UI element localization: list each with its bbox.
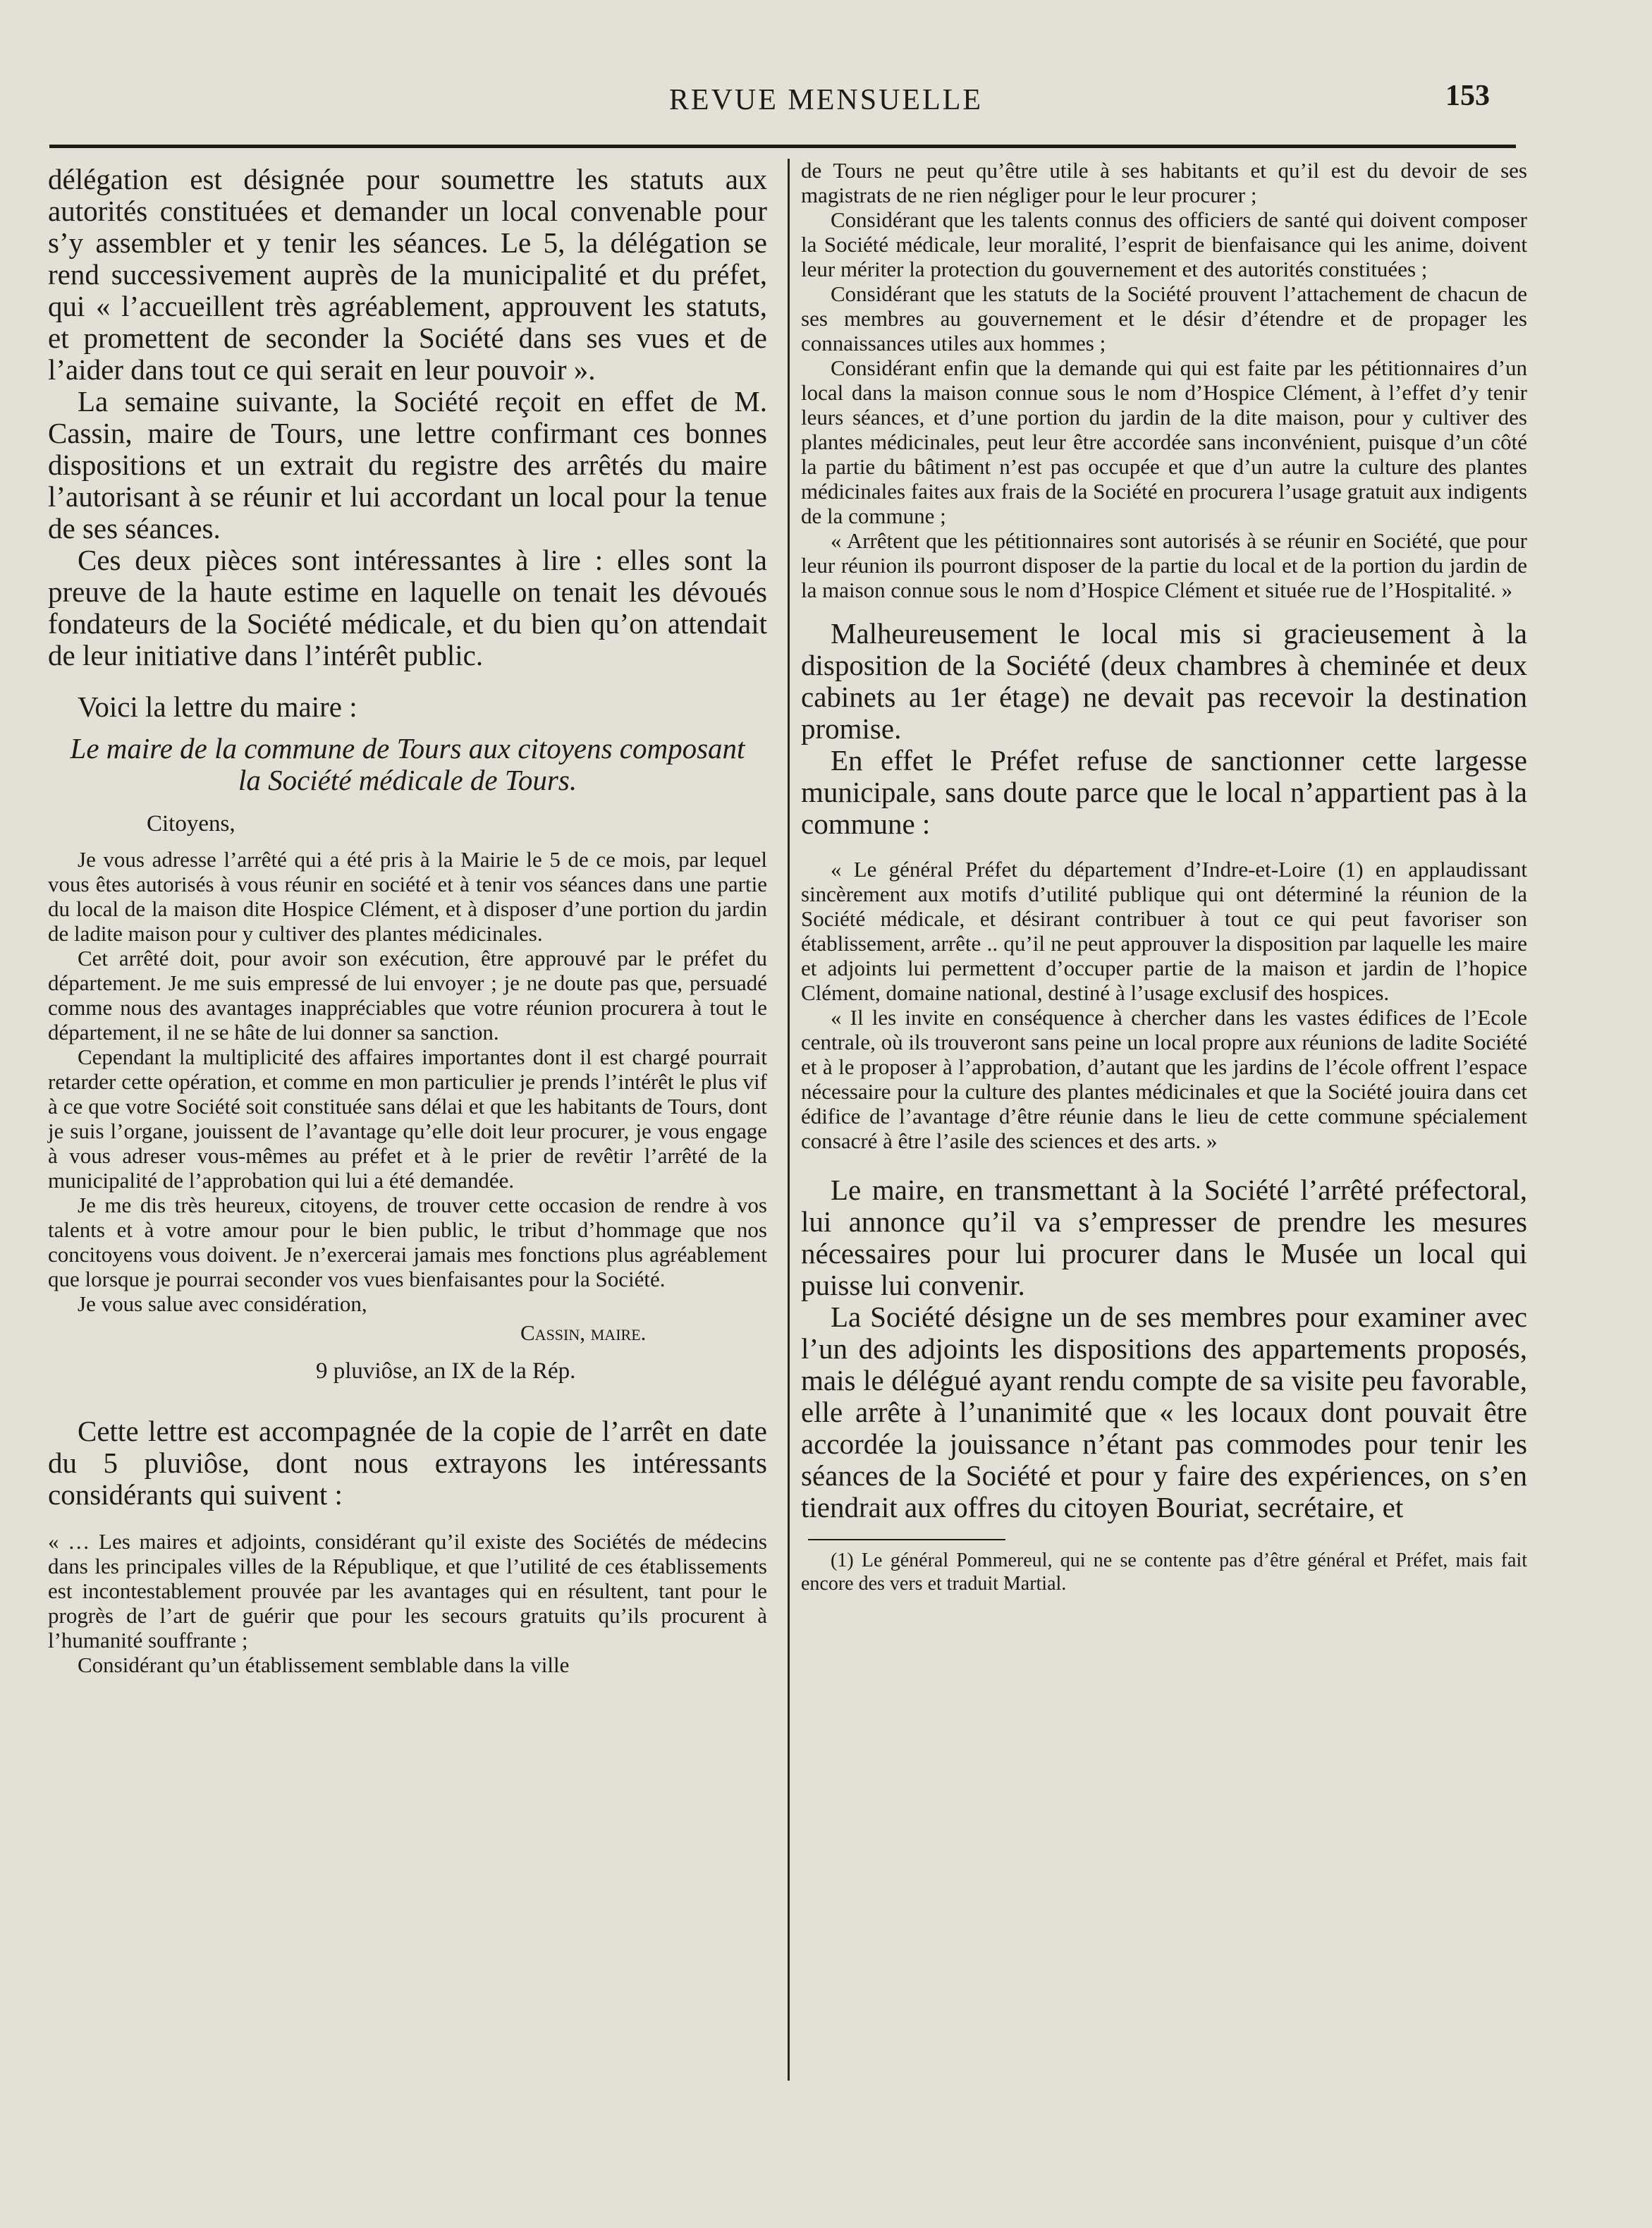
letter-paragraph: Je me dis très heureux, citoyens, de trouver cette occasion de rendre à vos talents et à votre amour pour le bien public, le tribut d’hommage que nos concitoyens vous doivent. Je n’exercerai jamais mes fonctions plus agréablement que lorsque je pourrai seconder vos vues bienfaisantes pour la Société.: [48, 1193, 767, 1291]
footnote-rule: [808, 1539, 1005, 1540]
quote-paragraph: Considérant que les statuts de la Société prouvent l’attachement de chacun de ses membres au gouvernement et le désir d’étendre et de propager les connaissances utiles aux hommes ;: [801, 281, 1527, 355]
letter-paragraph: Cet arrêté doit, pour avoir son exécution, être approuvé par le préfet du département. Je me suis empressé de lui envoyer ; je ne doute pas que, persuadé comme nous des avantages inappréciables que votre réunion procurera à tout le département, il ne se hâte de lui donner sa sanction.: [48, 946, 767, 1045]
letter-paragraph: Je vous adresse l’arrêté qui a été pris à la Mairie le 5 de ce mois, par lequel vous êtes autorisés à vous réunir en société et à tenir vos séances dans une partie du local de la maison dite Hospice Clément, et à disposer d’une portion du jardin de ladite maison pour y cultiver des plantes médicinales.: [48, 847, 767, 946]
quote-paragraph: « Le général Préfet du département d’Indre-et-Loire (1) en applaudissant sincèrement aux motifs d’utilité publique qui ont déterminé la réunion de la Société médicale, et désirant contribuer à tout ce qui peut favoriser son établissement, arrête .. qu’il ne peut approuver la disposition par laquelle les maire et adjoints lui permettent d’occuper partie de la maison et jardin de l’hopice Clément, domaine national, destiné à l’usage exclusif des hospices.: [801, 857, 1527, 1005]
footnote: (1) Le général Pommereul, qui ne se contente pas d’être général et Préfet, mais fait encore des vers et traduit Martial.: [801, 1550, 1527, 1595]
quote-paragraph: « Arrêtent que les pétitionnaires sont autorisés à se réunir en Société, que pour leur réunion ils pourront disposer de la partie du local et de la portion du jardin de la maison connue sous le nom d’Hospice Clément et située rue de l’Hospitalité. »: [801, 528, 1527, 602]
letter-paragraph: Cependant la multiplicité des affaires importantes dont il est chargé pourrait retarder cette opération, et comme en mon particulier je prends l’intérêt le plus vif à ce que votre Société soit constituée sans délai et que les habitants de Tours, dont je suis l’organe, jouissent de l’avantage qu’elle doit leur procurer, je vous engage à vous adreser vous-mêmes au préfet et à le prier de revêtir l’arrêté de la municipalité de l’approbation qui lui a été demandée.: [48, 1045, 767, 1193]
quote-paragraph: « … Les maires et adjoints, considérant qu’il existe des Sociétés de médecins dans les principales villes de la République, et que l’utilité de ces établissements est incontestablement prouvée par les avantages qui en résultent, tant pour le progrès de l’art de guérir que pour les secours gratuits qu’ils procurent à l’humanité souffrante ;: [48, 1529, 767, 1652]
quote-paragraph: « Il les invite en conséquence à chercher dans les vastes édifices de l’Ecole centrale, où ils trouveront sans peine un local propre aux réunions de ladite Société et à le proposer à l’approbation, d’autant que les jardins de l’école offrent l’espace nécessaire pour la culture des plantes médicinales et que la Société jouira dans cet édifice de l’avantage d’être réunie dans le lieu de cette commune spécialement consacré à être l’asile des sciences et des arts. »: [801, 1005, 1527, 1153]
paragraph: Cette lettre est accompagnée de la copie de l’arrêt en date du 5 pluviôse, dont nous extrayons les intéressants considérants qui suivent :: [48, 1415, 767, 1511]
page-number: 153: [1445, 80, 1490, 112]
paragraph: En effet le Préfet refuse de sanctionner cette largesse municipale, sans doute parce que le local n’appartient pas à la commune :: [801, 744, 1527, 840]
letter-closing: Je vous salue avec considération,: [78, 1291, 367, 1316]
quote-paragraph: de Tours ne peut qu’être utile à ses habitants et qu’il est du devoir de ses magistrats de ne rien négliger pour le leur procurer ;: [801, 158, 1527, 207]
quote-paragraph: Considérant enfin que la demande qui qui est faite par les pétitionnaires d’un local dans la maison connue sous le nom d’Hospice Clément, à l’effet d’y tenir leurs séances, et d’une portion du jardin de la dite maison, pour y cultiver des plantes médicinales, peut leur être accordée sans inconvénient, puisque d’un côté la partie du bâtiment n’est pas occupée et que d’un autre la culture des plantes médicinales faites aux frais de la Société en procurera l’usage gratuit aux indigents de la commune ;: [801, 355, 1527, 528]
paragraph: Malheureusement le local mis si gracieusement à la disposition de la Société (deux chambres à cheminée et deux cabinets au 1er étage) ne devait pas recevoir la destination promise.: [801, 617, 1527, 745]
letter-date: 9 pluviôse, an IX de la Rép.: [316, 1358, 576, 1384]
paragraph: Ces deux pièces sont intéressantes à lire : elles sont la preuve de la haute estime en laquelle on tenait les dévoués fondateurs de la Société médicale, et du bien qu’on attendait de leur initiative dans l’intérêt public.: [48, 544, 767, 671]
letter-signature: Cassin, maire.: [520, 1320, 647, 1345]
journal-title: REVUE MENSUELLE: [668, 84, 984, 116]
left-column: [48, 164, 767, 1677]
paragraph: délégation est désignée pour soumettre les statuts aux autorités constituées et demander un local convenable pour s’y assembler et y tenir les séances. Le 5, la délégation se rend successivement auprès de la municipalité et du préfet, qui « l’accueillent très agréablement, approuvent les statuts, et promettent de seconder la Société dans ses vues et de l’aider dans tout ce qui serait en leur pouvoir ».: [48, 163, 767, 386]
letter-heading: Le maire de la commune de Tours aux citoyens composant la Société médicale de Tours.: [70, 732, 745, 796]
paragraph: Le maire, en transmettant à la Société l’arrêté préfectoral, lui annonce qu’il va s’empresser de prendre les mesures nécessaires pour lui procurer dans le Musée un local qui puisse lui convenir.: [801, 1174, 1527, 1301]
paragraph: Voici la lettre du maire :: [78, 690, 357, 723]
paragraph: La Société désigne un de ses membres pour examiner avec l’un des adjoints les dispositions des appartements proposés, mais le délégué ayant rendu compte de sa visite peu favorable, elle arrête à l’unanimité que « les locaux dont pouvait être accordée la jouissance n’étant pas commodes pour tenir les séances de la Société et pour y faire des expériences, on s’en tiendrait aux offres du citoyen Bouriat, secrétaire, et: [801, 1301, 1527, 1523]
paragraph: La semaine suivante, la Société reçoit en effet de M. Cassin, maire de Tours, une lettre confirmant ces bonnes dispositions et un extrait du registre des arrêtés du maire l’autorisant à se réunir et lui accordant un local pour la tenue de ses séances.: [48, 385, 767, 544]
header-rule: [49, 145, 1516, 148]
quote-paragraph: Considérant qu’un établissement semblable dans la ville: [78, 1652, 570, 1677]
letter-salutation: Citoyens,: [147, 811, 235, 836]
column-divider: [788, 159, 790, 2081]
quote-paragraph: Considérant que les talents connus des officiers de santé qui doivent composer la Société médicale, leur moralité, l’esprit de bienfaisance qui les anime, doivent leur mériter la protection du gouvernement et des autorités constituées ;: [801, 207, 1527, 281]
right-column: [801, 158, 1527, 1595]
